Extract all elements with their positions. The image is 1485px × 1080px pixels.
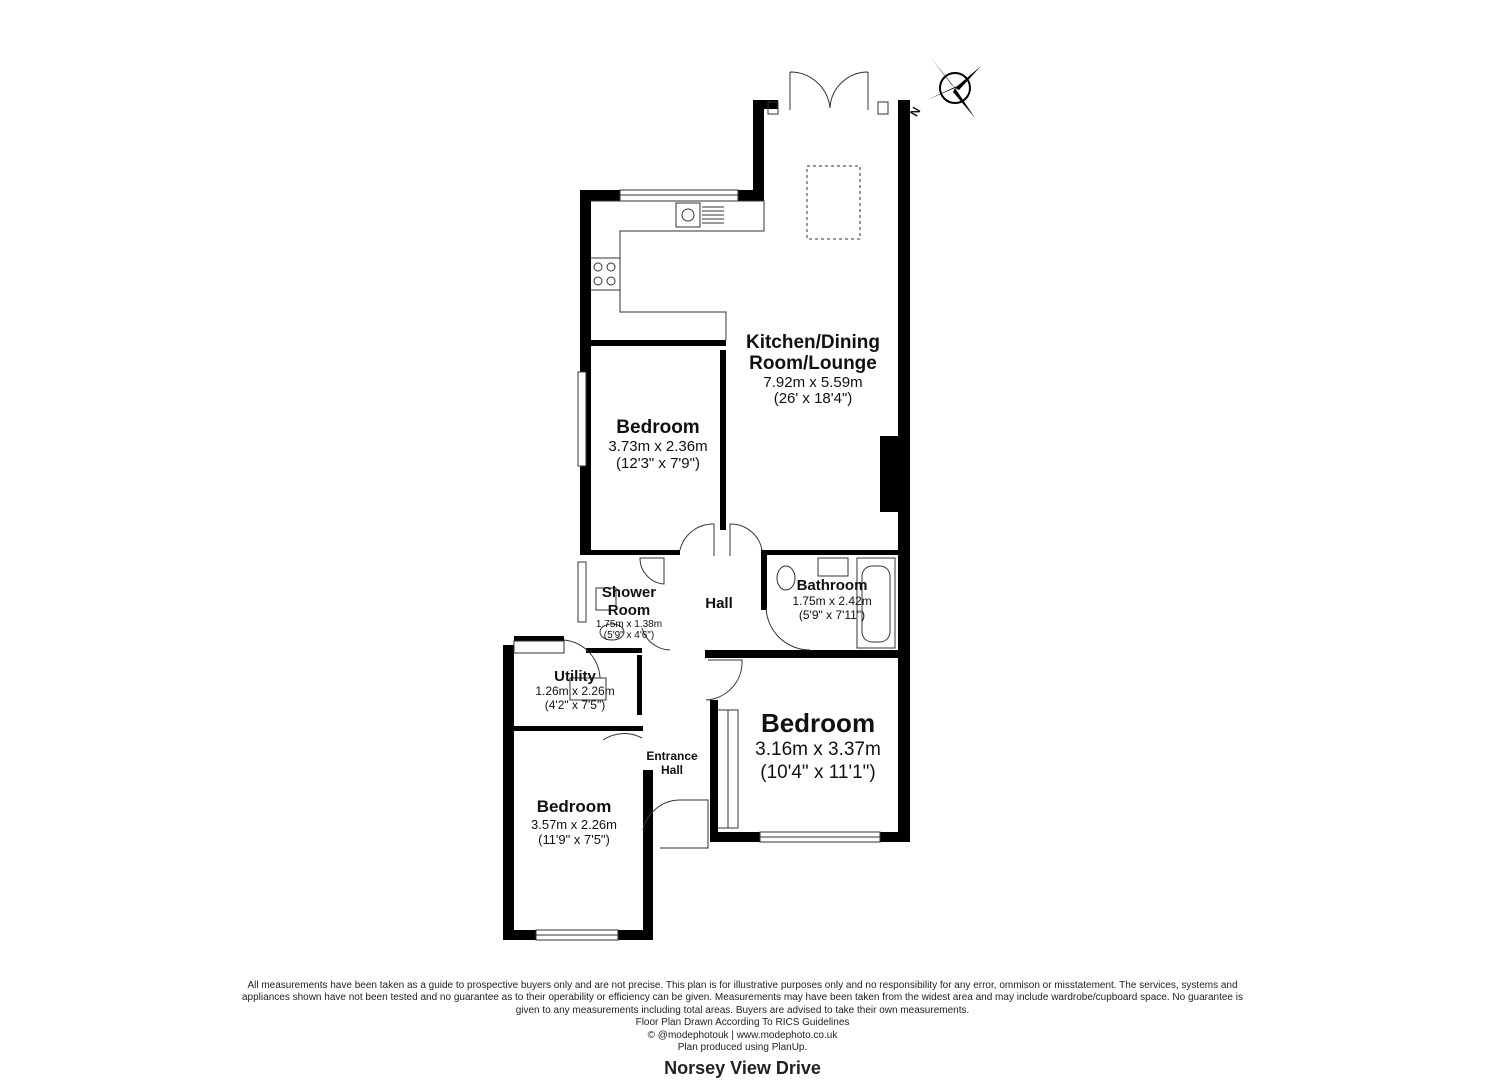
- kitchen-metric: 7.92m x 5.59m: [763, 374, 863, 391]
- shower-imperial: (5'9" x 4'6"): [603, 630, 655, 641]
- kitchen-name-2: Room/Lounge: [749, 353, 877, 374]
- bathroom-imperial: (5'9" x 7'11"): [798, 608, 866, 622]
- bedroom3-imperial: (11'9" x 7'5"): [538, 832, 610, 847]
- bathroom-name: Bathroom: [796, 577, 868, 594]
- bedroom3-name: Bedroom: [536, 797, 612, 816]
- kitchen-name-1: Kitchen/Dining: [745, 332, 881, 353]
- disclaimer-text: All measurements have been taken as a guide to prospective buyers only and are not precise. This plan is for illustrative purposes only and no responsibility for any error, ommison or misstatement. The services, systems and appliances shown have not been tested and no guarantee as to their operability or efficiency can be given. Measurements may have been taken from the widest area and may include wardrobe/cupboard space. No guarantee is given to any measurements including total areas. Buyers are advised to take their own measurements.: [242, 980, 1243, 1016]
- kitchen-imperial: (26' x 18'4"): [773, 390, 853, 407]
- utility-imperial: (4'2" x 7'5"): [544, 698, 606, 712]
- bedroom1-name: Bedroom: [616, 417, 700, 438]
- shower-name-2: Room: [607, 602, 651, 619]
- compass-north-label: N: [906, 104, 924, 119]
- disclaimer: [240, 980, 1245, 1054]
- entrance-name-2: Hall: [660, 763, 684, 777]
- produced-text: Plan produced using PlanUp.: [677, 1042, 808, 1054]
- utility-name: Utility: [554, 668, 596, 685]
- hall-name: Hall: [705, 595, 733, 612]
- property-title: Norsey View Drive: [664, 1058, 821, 1078]
- compass-icon: [907, 58, 981, 119]
- entrance-name-1: Entrance: [646, 749, 698, 763]
- bedroom1-imperial: (12'3" x 7'9"): [616, 455, 700, 472]
- bedroom2-metric: 3.16m x 3.37m: [755, 739, 881, 760]
- bedroom1-metric: 3.73m x 2.36m: [608, 438, 708, 455]
- shower-name-1: Shower: [601, 584, 657, 601]
- contact-text: © @modephotouk | www.modephoto.co.uk: [647, 1029, 838, 1041]
- utility-metric: 1.26m x 2.26m: [535, 684, 615, 698]
- bedroom3-metric: 3.57m x 2.26m: [531, 817, 617, 832]
- shower-metric: 1.75m x 1.38m: [595, 619, 663, 630]
- bedroom2-name: Bedroom: [760, 708, 876, 738]
- bedroom2-imperial: (10'4" x 11'1"): [760, 762, 876, 783]
- guidelines-text: Floor Plan Drawn According To RICS Guidelines: [635, 1017, 850, 1029]
- bathroom-metric: 1.75m x 2.42m: [792, 594, 872, 608]
